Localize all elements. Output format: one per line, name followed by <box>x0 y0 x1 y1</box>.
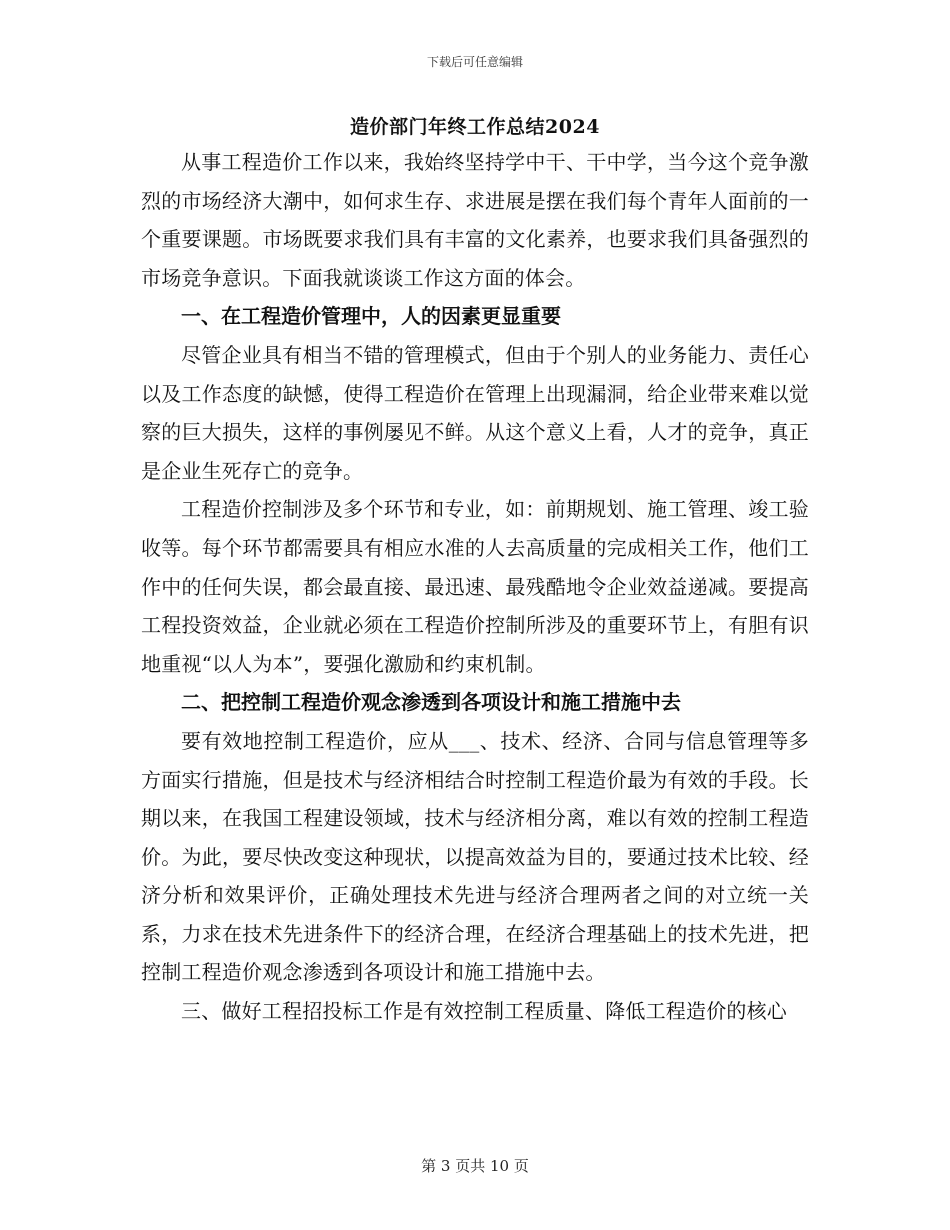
paragraph-section-2: 要有效地控制工程造价，应从___、技术、经济、合同与信息管理等多方面实行措施，但是技术与经济相结合时控制工程造价最为有效的手段。长期以来，在我国工程建设领域，技术与经济相分离，难以有效的控制工程造价。为此，要尽快改变这种现状，以提高效益为目的，要通过技术比较、经济分析和效果评价，正确处理技术先进与经济合理两者之间的对立统一关系，力求在技术先进条件下的经济合理，在经济合理基础上的技术先进，把控制工程造价观念渗透到各项设计和施工措施中去。 <box>141 728 809 985</box>
paragraph-section-1-a: 尽管企业具有相当不错的管理模式，但由于个别人的业务能力、责任心以及工作态度的缺憾，使得工程造价在管理上出现漏洞，给企业带来难以觉察的巨大损失，这样的事例屡见不鲜。从这个意义上看，人才的竞争，真正是企业生死存亡的竞争。 <box>141 342 809 483</box>
section-heading-1: 一、在工程造价管理中，人的因素更显重要 <box>181 304 561 329</box>
page-number: 第 3 页共 10 页 <box>421 1157 529 1175</box>
section-heading-2: 二、把控制工程造价观念渗透到各项设计和施工措施中去 <box>181 690 681 715</box>
paragraph-section-1-b: 工程造价控制涉及多个环节和专业，如：前期规划、施工管理、竣工验收等。每个环节都需要具有相应水准的人去高质量的完成相关工作，他们工作中的任何失误，都会最直接、最迅速、最残酷地令企业效益递减。要提高工程投资效益，企业就必须在工程造价控制所涉及的重要环节上，有胆有识地重视“以人为本”，要强化激励和约束机制。 <box>141 497 809 676</box>
paragraph-intro: 从事工程造价工作以来，我始终坚持学中干、干中学，当今这个竞争激烈的市场经济大潮中，如何求生存、求进展是摆在我们每个青年人面前的一个重要课题。市场既要求我们具有丰富的文化素养，也要求我们具备强烈的市场竞争意识。下面我就谈谈工作这方面的体会。 <box>141 150 809 290</box>
header-note: 下载后可任意编辑 <box>426 55 523 69</box>
document-body <box>141 143 809 1031</box>
document-title: 造价部门年终工作总结2024 <box>350 116 600 138</box>
paragraph-section-3-heading: 三、做好工程招投标工作是有效控制工程质量、降低工程造价的核心 <box>181 999 787 1024</box>
